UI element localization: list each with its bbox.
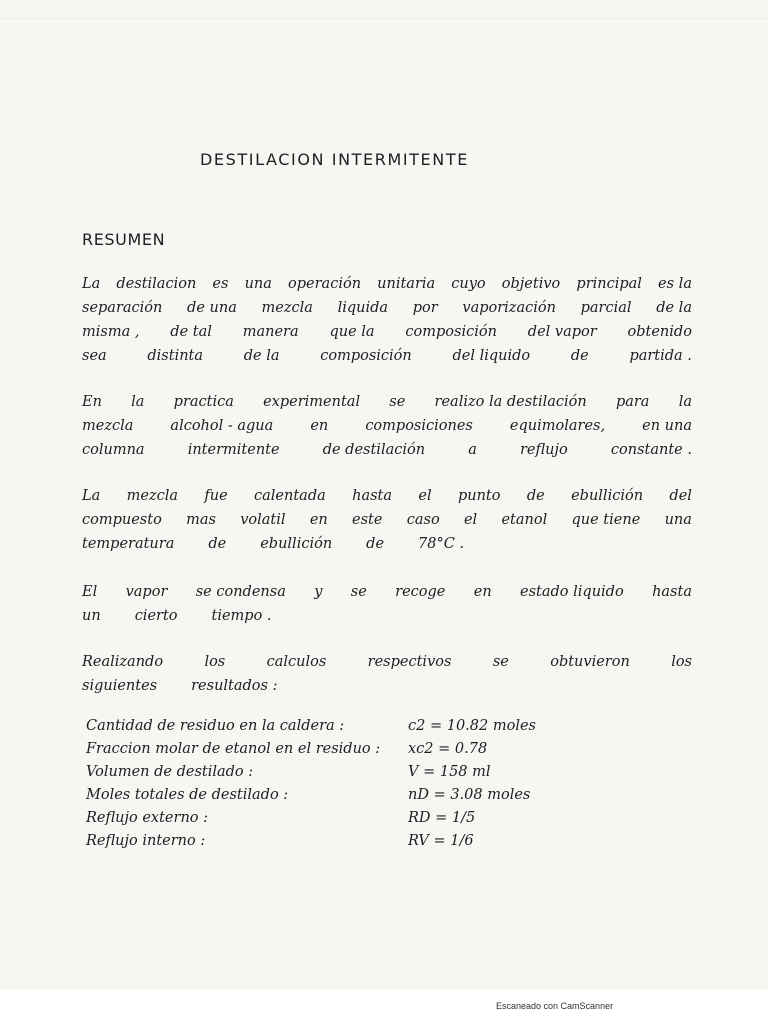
word: experimental	[263, 394, 361, 410]
word: reflujo	[520, 442, 568, 458]
word: etanol	[501, 512, 548, 528]
paragraph-line	[82, 674, 692, 698]
paragraph	[82, 272, 692, 368]
paragraph-line	[82, 484, 692, 508]
paragraph-line	[82, 320, 692, 344]
result-label: Volumen de destilado :	[86, 764, 254, 780]
word: es la	[658, 276, 692, 292]
word: ebullición	[571, 488, 644, 504]
word: composición	[320, 348, 412, 364]
section-heading: RESUMEN	[82, 230, 166, 249]
document-title: DESTILACION INTERMITENTE	[200, 150, 469, 169]
word: calculos	[266, 654, 327, 670]
word: es	[212, 276, 229, 292]
word: intermitente	[187, 442, 280, 458]
word: en una	[642, 418, 692, 434]
word: y	[314, 584, 323, 600]
word: operación	[288, 276, 362, 292]
word: objetivo	[501, 276, 561, 292]
word: de tal	[170, 324, 212, 340]
word: se condensa	[195, 584, 286, 600]
word: partida .	[629, 348, 692, 364]
result-value: c2 = 10.82 moles	[408, 718, 536, 734]
word: un	[82, 608, 101, 624]
word: los	[204, 654, 226, 670]
word: misma ,	[82, 324, 140, 340]
word: parcial	[580, 300, 632, 316]
result-label: Fraccion molar de etanol en el residuo :	[86, 741, 381, 757]
word: equimolares,	[509, 418, 606, 434]
word: vapor	[125, 584, 168, 600]
paragraph-line	[82, 272, 692, 296]
word: el	[418, 488, 432, 504]
word: cuyo	[451, 276, 486, 292]
word: mezcla	[126, 488, 179, 504]
word: La	[82, 488, 101, 504]
word: de la	[656, 300, 692, 316]
word: siguientes	[82, 678, 158, 694]
paragraph	[82, 580, 692, 628]
footer-band	[0, 990, 768, 1024]
result-label: Reflujo interno :	[86, 833, 206, 849]
word: estado liquido	[520, 584, 624, 600]
paragraph-line	[82, 438, 692, 462]
result-label: Cantidad de residuo en la caldera :	[86, 718, 345, 734]
word: en	[309, 512, 328, 528]
word: este	[352, 512, 383, 528]
word: El	[82, 584, 98, 600]
word: La	[82, 276, 101, 292]
word: columna	[82, 442, 145, 458]
word: resultados :	[191, 678, 278, 694]
word: en	[310, 418, 329, 434]
paragraph	[82, 390, 692, 462]
paragraph-line	[82, 344, 692, 368]
word: se	[350, 584, 367, 600]
word: a	[468, 442, 477, 458]
paragraph	[82, 484, 692, 556]
result-value: RV = 1/6	[408, 833, 474, 849]
word: del	[669, 488, 692, 504]
word: de destilación	[322, 442, 426, 458]
word: por	[412, 300, 438, 316]
word: de una	[187, 300, 237, 316]
word: constante .	[610, 442, 692, 458]
word: los	[671, 654, 692, 670]
word: liquida	[337, 300, 389, 316]
word: temperatura	[82, 536, 175, 552]
word: obtuvieron	[550, 654, 630, 670]
word: el	[463, 512, 478, 528]
result-value: RD = 1/5	[408, 810, 476, 826]
word: del liquido	[452, 348, 531, 364]
word: unitaria	[377, 276, 436, 292]
word: sea	[82, 348, 107, 364]
word: de	[208, 536, 227, 552]
word: 78°C .	[418, 536, 465, 552]
paragraph-line	[82, 580, 692, 604]
word: de	[570, 348, 589, 364]
word: del vapor	[527, 324, 597, 340]
word: punto	[457, 488, 501, 504]
result-row	[86, 784, 626, 807]
word: en	[473, 584, 492, 600]
word: obtenido	[627, 324, 692, 340]
paragraph-line	[82, 650, 692, 674]
paragraph-line	[82, 604, 692, 628]
word: compuesto	[82, 512, 162, 528]
word: de	[366, 536, 385, 552]
word: separación	[82, 300, 163, 316]
word: que tiene	[571, 512, 641, 528]
word: distinta	[147, 348, 204, 364]
word: se	[389, 394, 406, 410]
result-value: V = 158 ml	[408, 764, 491, 780]
result-row	[86, 830, 626, 853]
results-list	[86, 715, 626, 853]
word: la	[678, 394, 692, 410]
paragraph	[82, 650, 692, 698]
word: tiempo .	[211, 608, 272, 624]
word: una	[664, 512, 692, 528]
word: mezcla	[82, 418, 134, 434]
word: que la	[329, 324, 375, 340]
result-label: Reflujo externo :	[86, 810, 209, 826]
result-row	[86, 807, 626, 830]
paragraph-line	[82, 296, 692, 320]
word: caso	[406, 512, 440, 528]
word: hasta	[352, 488, 393, 504]
result-row	[86, 715, 626, 738]
word: la	[131, 394, 145, 410]
word: mas	[186, 512, 216, 528]
word: manera	[242, 324, 299, 340]
word: una	[244, 276, 272, 292]
result-value: xc2 = 0.78	[408, 741, 488, 757]
scanner-watermark: Escaneado con CamScanner	[496, 1001, 614, 1011]
result-row	[86, 738, 626, 761]
word: respectivos	[367, 654, 452, 670]
word: En	[82, 394, 102, 410]
word: practica	[173, 394, 234, 410]
word: principal	[576, 276, 642, 292]
word: fue	[204, 488, 228, 504]
word: cierto	[134, 608, 178, 624]
word: recoge	[395, 584, 446, 600]
word: calentada	[254, 488, 326, 504]
word: de	[526, 488, 545, 504]
word: hasta	[652, 584, 692, 600]
word: mezcla	[261, 300, 313, 316]
word: volatil	[240, 512, 286, 528]
paragraph-line	[82, 532, 692, 556]
word: ebullición	[260, 536, 333, 552]
paragraph-line	[82, 414, 692, 438]
word: composiciones	[365, 418, 473, 434]
result-label: Moles totales de destilado :	[86, 787, 289, 803]
word: alcohol - agua	[170, 418, 274, 434]
word: de la	[243, 348, 280, 364]
word: destilacion	[116, 276, 197, 292]
result-row	[86, 761, 626, 784]
word: Realizando	[82, 654, 164, 670]
word: realizo la destilación	[434, 394, 587, 410]
result-value: nD = 3.08 moles	[408, 787, 531, 803]
word: composición	[405, 324, 497, 340]
paragraph-line	[82, 508, 692, 532]
paragraph-line	[82, 390, 692, 414]
word: vaporización	[462, 300, 556, 316]
word: se	[492, 654, 509, 670]
word: para	[615, 394, 650, 410]
